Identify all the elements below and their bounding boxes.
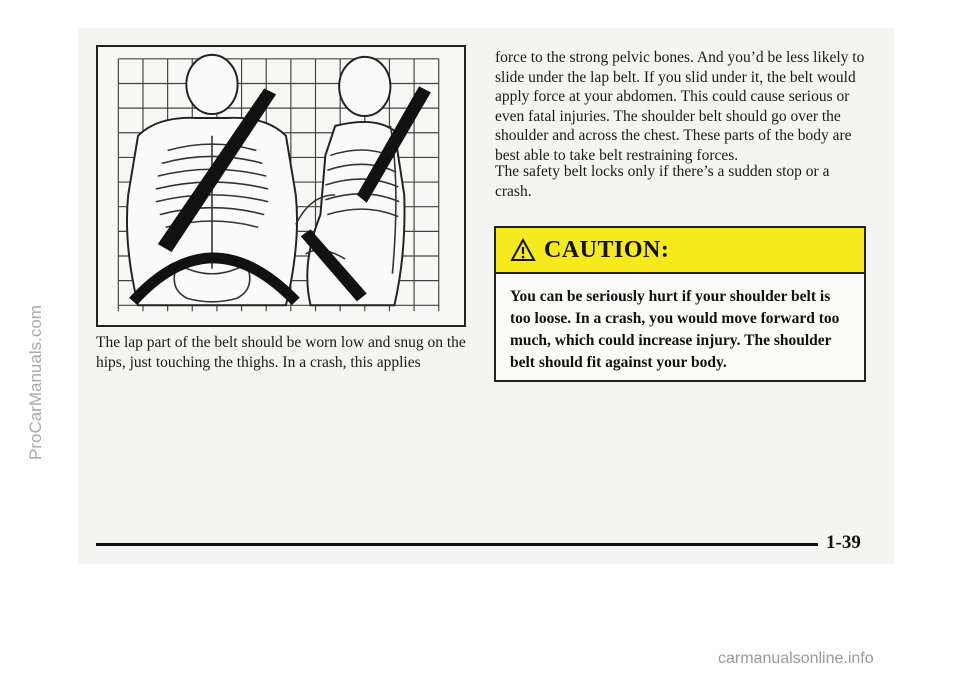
footer-rule <box>96 543 818 546</box>
seatbelt-skeleton-illustration <box>96 45 466 327</box>
paragraph-belt-locks: The safety belt locks only if there’s a sudden stop or a crash. <box>495 163 830 200</box>
caution-box <box>494 226 866 382</box>
caution-title: CAUTION: <box>544 236 670 263</box>
page-number: 1-39 <box>826 532 861 553</box>
illustration-caption: The lap part of the belt should be worn low and snug on the hips, just touching the thighs. In a crash, this applies <box>96 334 466 371</box>
caution-text: You can be seriously hurt if your shoulder belt is too loose. In a crash, you would move forward too much, which could increase injury. The shoulder belt should fit against your body. <box>510 288 840 371</box>
warning-triangle-icon <box>510 238 536 262</box>
watermark-side: ProCarManuals.com <box>26 305 45 460</box>
watermark-bottom: carmanualsonline.info <box>718 650 874 667</box>
caution-header <box>496 228 864 274</box>
paragraph-pelvic-bones: force to the strong pelvic bones. And you’d be less likely to slide under the lap belt. If you slid under it, the belt would apply force at your abdomen. This could cause serious or even fatal injuries. The shoulder belt should go over the shoulder and across the chest. These parts of the body are best able to take belt restraining forces. <box>495 49 865 164</box>
